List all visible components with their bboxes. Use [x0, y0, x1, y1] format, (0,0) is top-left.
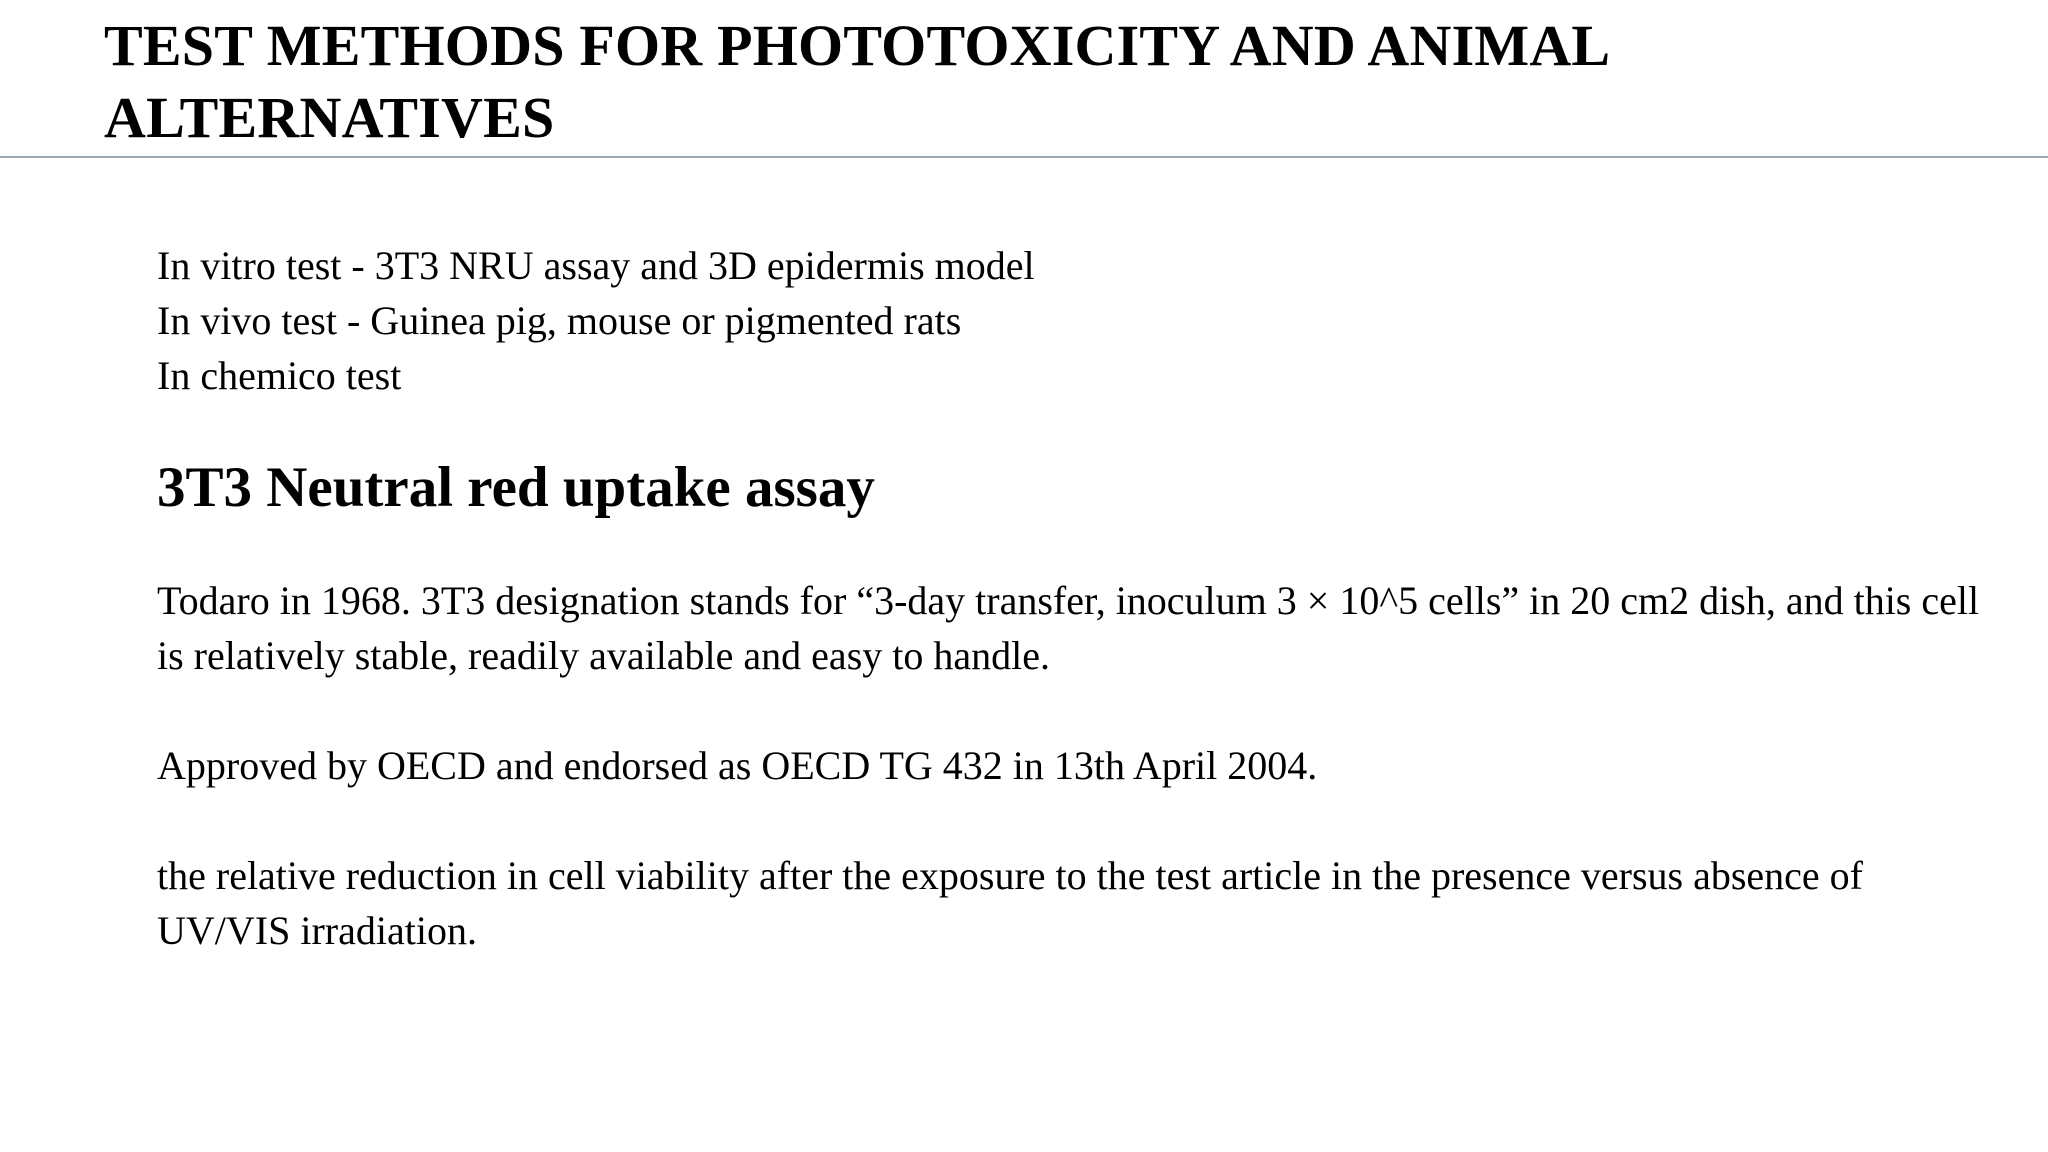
list-item-in-vitro: In vitro test - 3T3 NRU assay and 3D epidermis model [157, 243, 1035, 288]
paragraph-origin: Todaro in 1968. 3T3 designation stands for “3-day transfer, inoculum 3 × 10^5 cells” in 20 cm2 dish, and this cell is relatively stable, readily available and easy to handle. [157, 578, 1980, 678]
slide-header [0, 0, 2048, 158]
paragraph-principle: the relative reduction in cell viability after the exposure to the test article in the presence versus absence of UV/VIS irradiation. [157, 853, 1863, 953]
paragraph-approval: Approved by OECD and endorsed as OECD TG 432 in 13th April 2004. [157, 743, 1318, 788]
list-item-in-vivo: In vivo test - Guinea pig, mouse or pigmented rats [157, 298, 962, 343]
section-heading: 3T3 Neutral red uptake assay [157, 456, 875, 519]
test-type-list [157, 238, 1997, 403]
list-item-in-chemico: In chemico test [157, 353, 402, 398]
slide-title: TEST METHODS FOR PHOTOTOXICITY AND ANIMAL ALTERNATIVES [104, 13, 1608, 150]
slide-content [157, 238, 1997, 958]
